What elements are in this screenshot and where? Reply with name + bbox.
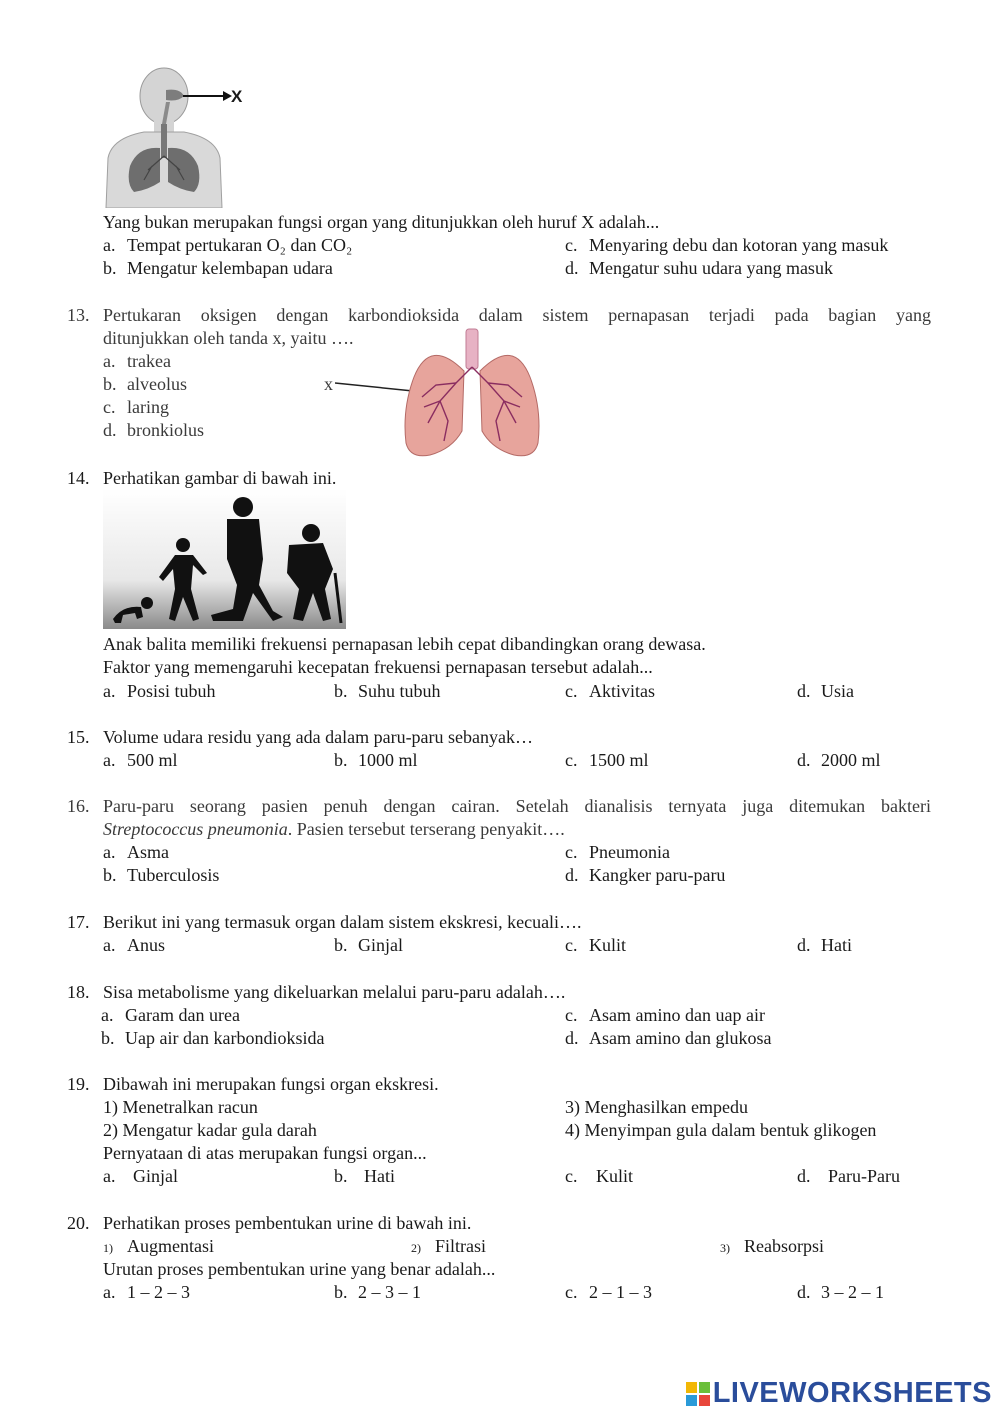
q15-option-c[interactable]: c. 1500 ml xyxy=(565,750,649,770)
q13-number: 13. xyxy=(67,305,90,325)
q20-step-1: 1) Augmentasi xyxy=(103,1236,214,1256)
liveworksheets-logo-icon xyxy=(686,1382,710,1406)
q20-stem-line2: Urutan proses pembentukan urine yang benar adalah... xyxy=(103,1259,496,1279)
q20-option-c[interactable]: c. 2 – 1 – 3 xyxy=(565,1282,652,1302)
q19-option-b[interactable]: b. Hati xyxy=(334,1166,395,1186)
q17-option-a[interactable]: a. Anus xyxy=(103,935,166,955)
q20-option-a[interactable]: a. 1 – 2 – 3 xyxy=(103,1282,190,1302)
x-pointer-arrow xyxy=(183,89,233,103)
q20-number: 20. xyxy=(67,1213,90,1233)
q16-stem-line1: Paru-paru seorang pasien penuh dengan cairan. Setelah dianalisis ternyata juga ditemukan bakteri xyxy=(103,796,931,816)
q13-option-c[interactable]: c. laring xyxy=(103,397,169,417)
q16-stem-line2: Streptococcus pneumonia. Pasien tersebut terserang penyakit…. xyxy=(103,819,565,839)
q20-stem: Perhatikan proses pembentukan urine di bawah ini. xyxy=(103,1213,472,1233)
q13-option-a[interactable]: a. trakea xyxy=(103,351,171,371)
q12-option-b[interactable]: b. Mengatur kelembapan udara xyxy=(103,258,333,278)
q16-option-d[interactable]: d. Kangker paru-paru xyxy=(565,865,726,885)
diagram-x-label: X xyxy=(231,87,243,106)
q14-stem: Perhatikan gambar di bawah ini. xyxy=(103,468,337,488)
q19-statement-1: 1) Menetralkan racun xyxy=(103,1097,258,1117)
q15-option-a[interactable]: a. 500 ml xyxy=(103,750,178,770)
q18-option-a[interactable]: a. Garam dan urea xyxy=(101,1005,240,1025)
q13-stem-line2: ditunjukkan oleh tanda x, yaitu …. xyxy=(103,328,354,348)
q16-option-c[interactable]: c. Pneumonia xyxy=(565,842,670,862)
human-growth-silhouettes xyxy=(103,489,346,629)
q17-number: 17. xyxy=(67,912,90,932)
q13-option-d[interactable]: d. bronkiolus xyxy=(103,420,205,440)
q17-option-c[interactable]: c. Kulit xyxy=(565,935,627,955)
q19-statement-4: 4) Menyimpan gula dalam bentuk glikogen xyxy=(565,1120,877,1140)
q14-text-line1: Anak balita memiliki frekuensi pernapasan lebih cepat dibandingkan orang dewasa. xyxy=(103,634,706,654)
q20-option-b[interactable]: b. 2 – 3 – 1 xyxy=(334,1282,421,1302)
q17-stem: Berikut ini yang termasuk organ dalam sistem ekskresi, kecuali…. xyxy=(103,912,582,932)
q18-stem: Sisa metabolisme yang dikeluarkan melalui paru-paru adalah…. xyxy=(103,982,566,1002)
liveworksheets-brand-text: LIVEWORKSHEETS xyxy=(712,1377,992,1409)
q12-option-a[interactable]: a. Tempat pertukaran O₂ dan CO₂ xyxy=(103,235,353,255)
q20-option-d[interactable]: d. 3 – 2 – 1 xyxy=(797,1282,884,1302)
q15-stem: Volume udara residu yang ada dalam paru-paru sebanyak… xyxy=(103,727,534,747)
q12-option-d[interactable]: d. Mengatur suhu udara yang masuk xyxy=(565,258,833,278)
q19-stem: Dibawah ini merupakan fungsi organ ekskresi. xyxy=(103,1074,439,1094)
q15-option-d[interactable]: d. 2000 ml xyxy=(797,750,881,770)
respiratory-system-diagram xyxy=(104,66,224,208)
q19-option-a[interactable]: a. Ginjal xyxy=(103,1166,178,1186)
q14-text-line2: Faktor yang memengaruhi kecepatan frekuensi pernapasan tersebut adalah... xyxy=(103,657,653,677)
q16-option-b[interactable]: b. Tuberculosis xyxy=(103,865,220,885)
q14-option-b[interactable]: b. Suhu tubuh xyxy=(334,681,441,701)
q14-option-c[interactable]: c. Aktivitas xyxy=(565,681,655,701)
q14-number: 14. xyxy=(67,468,90,488)
q14-option-d[interactable]: d. Usia xyxy=(797,681,854,701)
q17-option-b[interactable]: b. Ginjal xyxy=(334,935,403,955)
q16-number: 16. xyxy=(67,796,90,816)
q15-number: 15. xyxy=(67,727,90,747)
q18-option-c[interactable]: c. Asam amino dan uap air xyxy=(565,1005,765,1025)
q15-option-b[interactable]: b. 1000 ml xyxy=(334,750,418,770)
q13-stem-line1: Pertukaran oksigen dengan karbondioksida dalam sistem pernapasan terjadi pada bagian yang xyxy=(103,305,931,325)
q17-option-d[interactable]: d. Hati xyxy=(797,935,852,955)
q18-option-d[interactable]: d. Asam amino dan glukosa xyxy=(565,1028,772,1048)
q19-statement-2: 2) Mengatur kadar gula darah xyxy=(103,1120,317,1140)
q18-option-b[interactable]: b. Uap air dan karbondioksida xyxy=(101,1028,325,1048)
liveworksheets-logo[interactable] xyxy=(686,1377,992,1410)
q14-option-a[interactable]: a. Posisi tubuh xyxy=(103,681,216,701)
q20-step-2: 2) Filtrasi xyxy=(411,1236,487,1256)
lungs-x-label: x xyxy=(324,374,333,394)
q19-stem-line2: Pernyataan di atas merupakan fungsi organ... xyxy=(103,1143,427,1163)
lungs-illustration xyxy=(400,327,545,463)
q16-option-a[interactable]: a. Asma xyxy=(103,842,169,862)
q16-bacteria-name: Streptococcus pneumonia xyxy=(103,819,288,839)
q19-statement-3: 3) Menghasilkan empedu xyxy=(565,1097,748,1117)
q18-number: 18. xyxy=(67,982,90,1002)
q19-option-c[interactable]: c. Kulit xyxy=(565,1166,634,1186)
q12-option-c[interactable]: c. Menyaring debu dan kotoran yang masuk xyxy=(565,235,889,255)
q12-stem: Yang bukan merupakan fungsi organ yang ditunjukkan oleh huruf X adalah... xyxy=(103,212,660,232)
q13-option-b[interactable]: b. alveolus xyxy=(103,374,187,394)
q19-option-d[interactable]: d. Paru-Paru xyxy=(797,1166,900,1186)
q20-step-3: 3) Reabsorpsi xyxy=(720,1236,824,1256)
q19-number: 19. xyxy=(67,1074,90,1094)
